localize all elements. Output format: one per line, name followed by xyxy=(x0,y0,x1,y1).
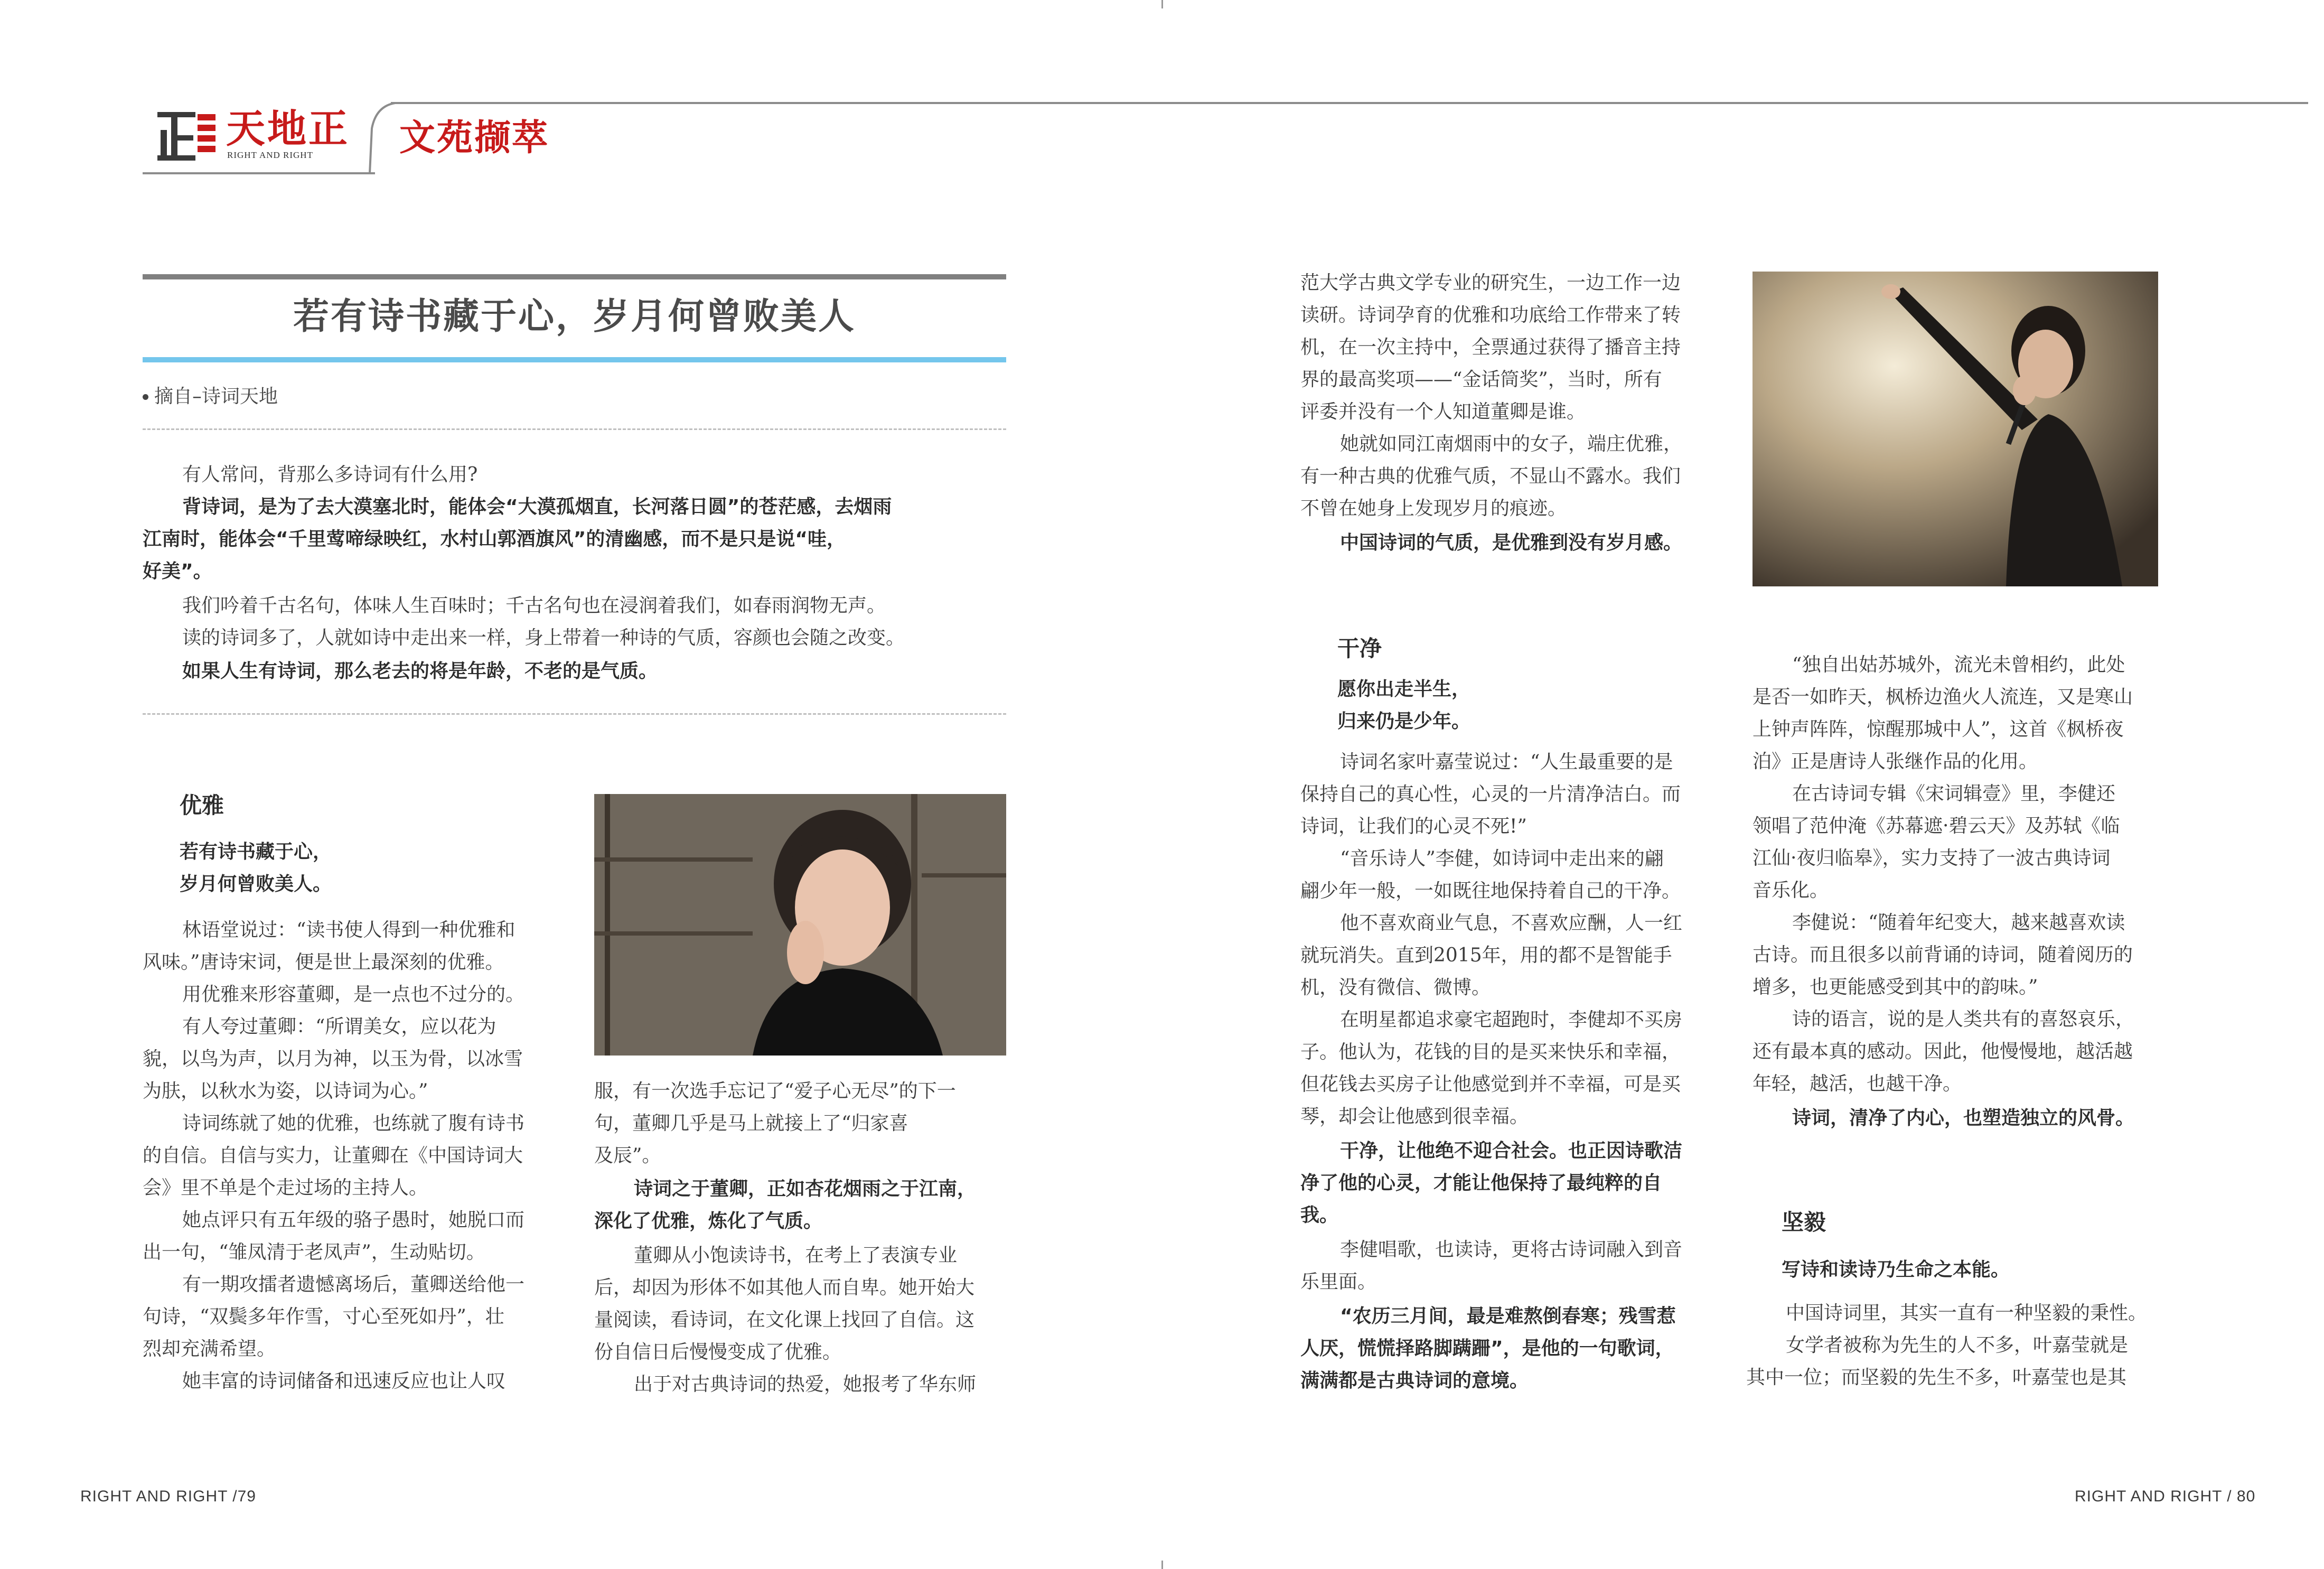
text-line: 音乐化。 xyxy=(1753,880,1829,901)
intro-line: 背诗词，是为了去大漠塞北时，能体会“大漠孤烟直，长河落日圆”的苍茫感，去烟雨 xyxy=(182,496,892,518)
text-line: “农历三月间，最是难熬倒春寒；残雪惹 xyxy=(1340,1305,1676,1327)
section-heading-firm: 坚毅 xyxy=(1782,1209,1826,1235)
page-footer-right: RIGHT AND RIGHT / 80 xyxy=(2075,1488,2256,1505)
text-line: 评委并没有一个人知道董卿是谁。 xyxy=(1300,401,1586,423)
text-line: 有人夸过董卿：“所谓美女，应以花为 xyxy=(182,1016,496,1038)
text-line: 深化了优雅，炼化了气质。 xyxy=(594,1210,823,1232)
intro-line: 读的诗词多了，人就如诗中走出来一样，身上带着一种诗的气质，容颜也会随之改变。 xyxy=(182,627,905,649)
text-line: 用优雅来形容董卿，是一点也不过分的。 xyxy=(182,984,525,1005)
logo-text: 天地正 xyxy=(226,106,350,152)
intro-line: 有人常问，背那么多诗词有什么用? xyxy=(182,464,478,485)
text-line: 量阅读，看诗词，在文化课上找回了自信。这 xyxy=(594,1309,975,1331)
text-line: 林语堂说过：“读书使人得到一种优雅和 xyxy=(182,919,516,941)
text-line: 子。他认为，花钱的目的是买来快乐和幸福， xyxy=(1300,1041,1681,1063)
dashed-divider xyxy=(143,713,1006,715)
text-line: 在古诗词专辑《宋词辑壹》里，李健还 xyxy=(1792,783,2116,805)
text-line: 中国诗词的气质，是优雅到没有岁月感。 xyxy=(1340,532,1683,554)
text-line: 古诗。而且很多以前背诵的诗词，随着阅历的 xyxy=(1753,944,2133,966)
intro-line: 江南时，能体会“千里莺啼绿映红，水村山郭酒旗风”的清幽感，而不是只是说“哇， xyxy=(143,528,846,550)
text-line: 会》里不单是个走过场的主持人。 xyxy=(143,1177,428,1199)
text-line: 她就如同江南烟雨中的女子，端庄优雅， xyxy=(1340,433,1683,455)
text-line: 诗词练就了她的优雅，也练就了腹有诗书 xyxy=(182,1113,525,1134)
text-line: 翩少年一般，一如既往地保持着自己的干净。 xyxy=(1300,880,1681,902)
text-line: 我。 xyxy=(1300,1204,1339,1226)
text-line: 女学者被称为先生的人不多，叶嘉莹就是 xyxy=(1786,1334,2129,1356)
text-line: 是否一如昨天，枫桥边渔火人流连，又是寒山 xyxy=(1753,686,2133,708)
text-line: “独自出姑苏城外，流光未曾相约，此处 xyxy=(1792,654,2125,676)
text-line: “音乐诗人”李健，如诗词中走出来的翩 xyxy=(1340,848,1664,870)
text-line: 中国诗词里，其实一直有一种坚毅的秉性。 xyxy=(1786,1302,2148,1324)
text-line: 其中一位；而坚毅的先生不多，叶嘉莹也是其 xyxy=(1746,1367,2127,1388)
text-line: 人厌，慌慌择路脚蹒跚”，是他的一句歌词， xyxy=(1300,1338,1674,1359)
page-footer-left: RIGHT AND RIGHT /79 xyxy=(80,1488,256,1505)
section-subtitle: 愿你出走半生， xyxy=(1337,678,1471,700)
title-bar-top xyxy=(143,274,1006,279)
text-line: 句诗，“双鬓多年作雪，寸心至死如丹”，壮 xyxy=(143,1306,504,1328)
text-line: 但花钱去买房子让他感觉到并不幸福，可是买 xyxy=(1300,1073,1681,1095)
text-line: 干净，让他绝不迎合社会。也正因诗歌洁 xyxy=(1340,1140,1683,1162)
text-line: 有一种古典的优雅气质，不显山不露水。我们 xyxy=(1300,465,1681,487)
text-line: 他不喜欢商业气息，不喜欢应酬，人一红 xyxy=(1340,912,1683,934)
intro-line: 如果人生有诗词，那么老去的将是年龄，不老的是气质。 xyxy=(182,660,658,682)
text-line: 增多，也更能感受到其中的韵味。” xyxy=(1753,976,2038,998)
text-line: 机，没有微信、微博。 xyxy=(1300,977,1491,998)
text-line: 界的最高奖项——“金话筒奖”，当时，所有 xyxy=(1300,369,1662,390)
text-line: 不曾在她身上发现岁月的痕迹。 xyxy=(1300,498,1567,519)
text-line: 为肤，以秋水为姿，以诗词为心。” xyxy=(143,1080,428,1102)
photo-singer xyxy=(1753,272,2158,586)
text-line: 诗的语言，说的是人类共有的喜怒哀乐， xyxy=(1792,1008,2135,1030)
text-line: 泊》正是唐诗人张继作品的化用。 xyxy=(1753,751,2038,772)
text-line: 范大学古典文学专业的研究生，一边工作一边 xyxy=(1300,272,1681,294)
text-line: 保持自己的真心性，心灵的一片清净洁白。而 xyxy=(1300,783,1681,805)
section-subtitle: 岁月何曾败美人。 xyxy=(180,873,332,895)
text-line: 上钟声阵阵，惊醒那城中人”，这首《枫桥夜 xyxy=(1753,718,2124,740)
text-line: 出一句，“雏凤清于老凤声”，生动贴切。 xyxy=(143,1241,485,1263)
dashed-divider xyxy=(143,428,1006,430)
text-line: 诗词之于董卿，正如杏花烟雨之于江南， xyxy=(634,1178,977,1200)
text-line: 有一期攻擂者遗憾离场后，董卿送给他一 xyxy=(182,1274,525,1295)
section-subtitle: 写诗和读诗乃生命之本能。 xyxy=(1782,1259,2010,1281)
section-subtitle: 归来仍是少年。 xyxy=(1337,711,1471,732)
text-line: 李健唱歌，也读诗，更将古诗词融入到音 xyxy=(1340,1239,1683,1260)
text-line: 江仙·夜归临皋》，实力支持了一波古典诗词 xyxy=(1753,847,2111,869)
section-name: 文苑撷萃 xyxy=(399,117,550,159)
text-line: 她点评只有五年级的骆子愚时，她脱口而 xyxy=(182,1209,525,1231)
text-line: 烈却充满希望。 xyxy=(143,1338,276,1360)
text-line: 诗词，清净了内心，也塑造独立的风骨。 xyxy=(1792,1107,2135,1129)
text-line: 及辰”。 xyxy=(594,1145,661,1166)
text-line: 服，有一次选手忘记了“爱子心无尽”的下一 xyxy=(594,1080,956,1102)
text-line: 在明星都追求豪宅超跑时，李健却不买房 xyxy=(1340,1009,1683,1031)
text-line: 后，却因为形体不如其他人而自卑。她开始大 xyxy=(594,1277,975,1299)
section-heading-clean: 干净 xyxy=(1337,636,1382,661)
logo-subtitle: RIGHT AND RIGHT xyxy=(227,150,313,160)
text-line: 她丰富的诗词储备和迅速反应也让人叹 xyxy=(182,1370,506,1392)
text-line: 诗词，让我们的心灵不死!” xyxy=(1300,816,1527,837)
article-title: 若有诗书藏于心，岁月何曾败美人 xyxy=(293,296,856,338)
text-line: 读研。诗词孕育的优雅和功底给工作带来了转 xyxy=(1300,304,1681,326)
text-line: 乐里面。 xyxy=(1300,1271,1377,1293)
text-line: 就玩消失。直到2015年，用的都不是智能手 xyxy=(1300,945,1672,966)
text-line: 貌，以鸟为声，以月为神，以玉为骨，以冰雪 xyxy=(143,1048,523,1070)
text-line: 的自信。自信与实力，让董卿在《中国诗词大 xyxy=(143,1145,523,1166)
text-line: 年轻，越活，也越干净。 xyxy=(1753,1073,1962,1095)
text-line: 领唱了范仲淹《苏幕遮·碧云天》及苏轼《临 xyxy=(1753,815,2120,837)
article-source: 摘自–诗词天地 xyxy=(154,386,278,407)
text-line: 出于对古典诗词的热爱，她报考了华东师 xyxy=(634,1374,977,1395)
text-line: 诗词名家叶嘉莹说过：“人生最重要的是 xyxy=(1340,751,1673,773)
text-line: 份自信日后慢慢变成了优雅。 xyxy=(594,1341,842,1363)
bullet-dot xyxy=(143,394,148,400)
intro-line: 好美”。 xyxy=(143,561,212,582)
text-line: 董卿从小饱读诗书，在考上了表演专业 xyxy=(634,1245,958,1266)
title-bar-bottom xyxy=(143,357,1006,362)
photo-woman xyxy=(594,794,1006,1056)
text-line: 机，在一次主持中，全票通过获得了播音主持 xyxy=(1300,337,1681,358)
text-line: 句，董卿几乎是马上就接上了“归家喜 xyxy=(594,1113,908,1134)
header-rule-lower xyxy=(143,172,375,174)
section-heading-elegance: 优雅 xyxy=(180,792,224,818)
section-subtitle: 若有诗书藏于心， xyxy=(180,841,332,863)
text-line: 净了他的心灵，才能让他保持了最纯粹的自 xyxy=(1300,1172,1662,1194)
intro-line: 我们吟着千古名句，体味人生百味时；千古名句也在浸润着我们，如春雨润物无声。 xyxy=(182,595,886,617)
header-rule-curve xyxy=(364,102,396,174)
text-line: 琴，却会让他感到很幸福。 xyxy=(1300,1106,1529,1127)
zheng-character-logo-icon xyxy=(157,112,215,161)
header-rule xyxy=(391,102,2308,104)
text-line: 风味。”唐诗宋词，便是世上最深刻的优雅。 xyxy=(143,951,504,973)
text-line: 满满都是古典诗词的意境。 xyxy=(1300,1370,1529,1391)
text-line: 李健说：“随着年纪变大，越来越喜欢读 xyxy=(1792,912,2125,933)
text-line: 还有最本真的感动。因此，他慢慢地，越活越 xyxy=(1753,1041,2133,1062)
